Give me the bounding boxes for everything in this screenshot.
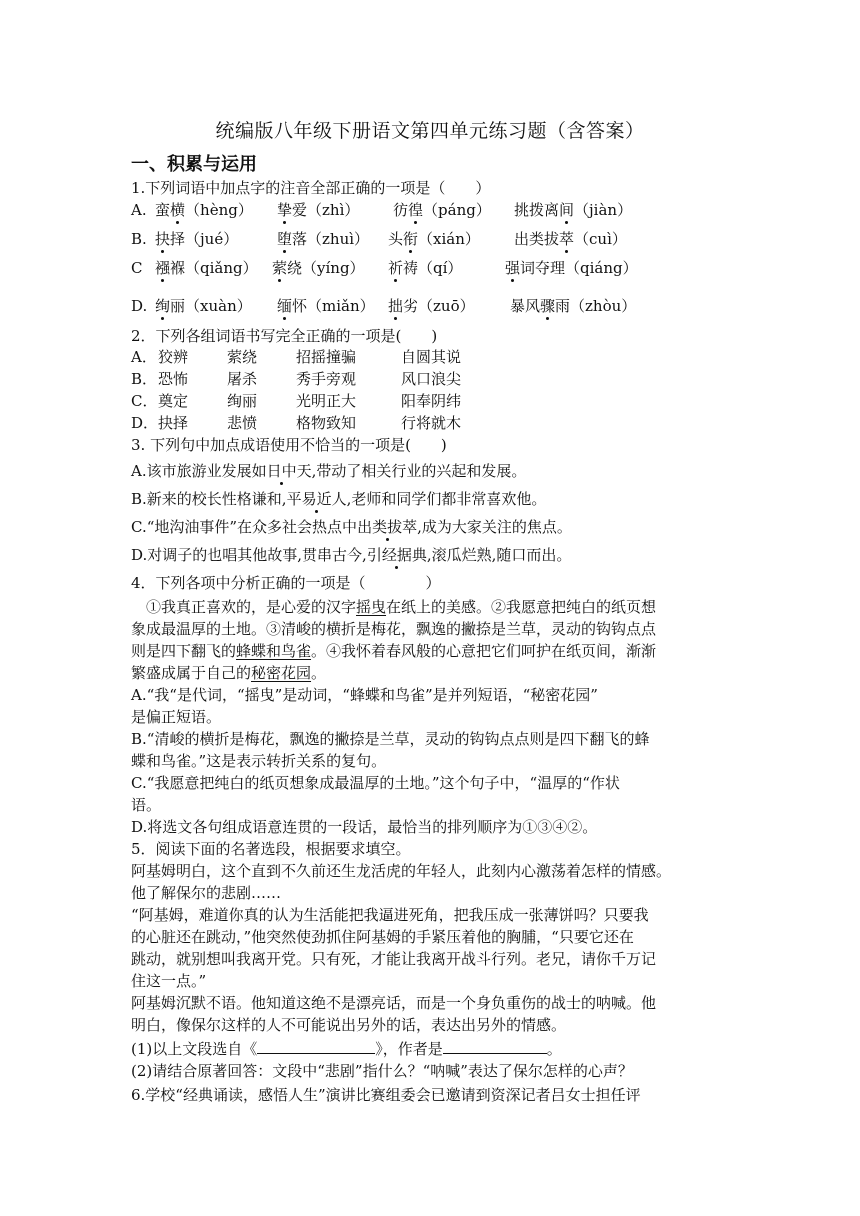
q2-option-b-word1: 恐怖: [158, 370, 189, 388]
q4-passage-line1: ①我真正喜欢的，是心爱的汉字摇曳在纸上的美感。②我愿意把纯白的纸页想: [131, 598, 657, 616]
q5-excerpt-line3: “阿基姆，难道你真的认为生活能把我逼进死角，把我压成一张薄饼吗？只要我: [131, 906, 649, 924]
q1-option-b-word4: 出类拔萃（cuì）: [514, 230, 627, 248]
q1-option-a-word2: 挚爱（zhì）: [277, 201, 360, 219]
q1-option-c-word3: 祈祷（qí）: [388, 259, 463, 277]
q1-stem: 1.下列词语中加点字的注音全部正确的一项是（ ）: [131, 179, 491, 197]
q5-subquestion-1: (1)以上文段选自《 》，作者是 。: [131, 1040, 562, 1058]
q1-option-c-word4: 强词夺理（qiáng）: [505, 259, 638, 277]
q2-option-d-word3: 格物致知: [296, 414, 357, 432]
q5-subquestion-2: (2)请结合原著回答：文段中“悲剧”指什么？“呐喊”表达了保尔怎样的心声？: [131, 1062, 633, 1080]
q4-option-c-line2: 语。: [131, 796, 162, 814]
q3-idiom-c: 出类拔萃: [357, 518, 418, 536]
q4-passage-line4: 繁盛成属于自己的秘密花园。: [131, 664, 327, 682]
book-title-blank[interactable]: [257, 1039, 375, 1054]
page-title: 统编版八年级下册语文第四单元练习题（含答案）: [215, 120, 645, 142]
q1-option-b-word2: 堕落（zhuì）: [277, 230, 370, 248]
q4-passage-line2: 象成最温厚的土地。③清峻的横折是梅花，飘逸的撇捺是兰草，灵动的钩钩点点: [131, 620, 657, 638]
q5-excerpt-line2: 他了解保尔的悲剧……: [131, 884, 282, 902]
q4-option-b-line2: 蝶和鸟雀。”这是表示转折关系的复句。: [131, 752, 387, 770]
q1-option-b-word3: 头衔（xián）: [388, 230, 480, 248]
q2-option-c-word4: 阳奉阴纬: [401, 392, 462, 410]
q1-option-d-word4: 暴风骤雨（zhòu）: [510, 297, 637, 315]
q1-option-a-word4: 挑拨离间（jiàn）: [514, 201, 633, 219]
q3-idiom-b: 平易近人: [286, 490, 347, 508]
q2-option-b-word3: 秀手旁观: [296, 370, 357, 388]
q2-option-b-label: B．: [131, 370, 158, 388]
q1-option-c-label: C: [131, 259, 143, 277]
q3-idiom-a: 如日中天: [251, 462, 312, 480]
q2-option-d-word2: 悲愤: [227, 414, 258, 432]
q5-excerpt-line8: 明白，像保尔这样的人不可能说出另外的话，表达出另外的情感。: [131, 1016, 567, 1034]
section-heading: 一、积累与运用: [131, 154, 257, 175]
q2-option-c-word2: 绚丽: [227, 392, 258, 410]
q3-option-b: B.新来的校长性格谦和,平易近人,老师和同学们都非常喜欢他。: [131, 490, 547, 508]
q1-option-d-word1: 绚丽（xuàn）: [155, 297, 252, 315]
q4-option-c-line1: C.“我愿意把纯白的纸页想象成最温厚的土地。”这个句子中，“温厚的“作状: [131, 774, 620, 792]
q1-option-a-word1: 蛮横（hèng）: [155, 201, 253, 219]
q2-option-a-word4: 自圆其说: [401, 348, 462, 366]
q1-option-a-word3: 彷徨（páng）: [393, 201, 491, 219]
q2-option-a-label: A．: [131, 348, 157, 366]
q2-option-d-word4: 行将就木: [401, 414, 462, 432]
q3-option-c: C.“地沟油事件”在众多社会热点中出类拔萃,成为大家关注的焦点。: [131, 518, 572, 536]
q1-option-d-label: D.: [131, 297, 148, 315]
q1-option-b-word1: 抉择（jué）: [155, 230, 239, 248]
q2-option-d-word1: 抉择: [158, 414, 189, 432]
q1-option-d-word2: 缅怀（miǎn）: [277, 297, 375, 315]
q2-option-b-word2: 屠杀: [227, 370, 258, 388]
author-blank[interactable]: [443, 1039, 547, 1054]
q5-excerpt-line4: 的心脏还在跳动，”他突然使劲抓住阿基姆的手紧压着他的胸脯，“只要它还在: [131, 928, 634, 946]
q1-option-b-label: B.: [131, 230, 147, 248]
q3-option-a: A.该市旅游业发展如日中天,带动了相关行业的兴起和发展。: [131, 462, 527, 480]
q2-option-a-word2: 萦绕: [227, 348, 258, 366]
q5-stem: 5．阅读下面的名著选段，根据要求填空。: [131, 840, 411, 858]
q2-option-a-word1: 狡辨: [158, 348, 189, 366]
q5-excerpt-line6: 住这一点。”: [131, 972, 207, 990]
q4-option-a-line1: A.“我“是代词，“摇曳”是动词，“蜂蝶和鸟雀”是并列短语，“秘密花园”: [131, 686, 598, 704]
q2-option-c-word1: 奠定: [158, 392, 189, 410]
q4-stem: 4．下列各项中分析正确的一项是（ ）: [131, 574, 441, 592]
q4-option-a-line2: 是偏正短语。: [131, 708, 222, 726]
q1-option-d-word3: 拙劣（zuō）: [388, 297, 475, 315]
q4-option-d: D.将选文各句组成语意连贯的一段话，最恰当的排列顺序为①③④②。: [131, 818, 598, 836]
q2-option-c-label: C．: [131, 392, 158, 410]
q3-idiom-d: 引经据典: [366, 546, 427, 564]
q1-option-c-word2: 萦绕（yíng）: [272, 259, 365, 277]
q3-stem: 3. 下列句中加点成语使用不恰当的一项是( ): [131, 436, 447, 454]
q2-stem: 2．下列各组词语书写完全正确的一项是( ): [131, 327, 438, 345]
q1-option-a-label: A.: [131, 201, 147, 219]
q4-option-b-line1: B.“清峻的横折是梅花，飘逸的撇捺是兰草，灵动的钩钩点点则是四下翻飞的蜂: [131, 730, 650, 748]
q4-passage-line3: 则是四下翻飞的蜂蝶和鸟雀。④我怀着春风般的心意把它们呵护在纸页间，渐渐: [131, 642, 657, 660]
q2-option-a-word3: 招摇撞骗: [296, 348, 357, 366]
q2-option-d-label: D．: [131, 414, 159, 432]
q2-option-b-word4: 风口浪尖: [401, 370, 462, 388]
q2-option-c-word3: 光明正大: [296, 392, 357, 410]
q3-option-d: D.对调子的也唱其他故事,贯串古今,引经据典,滚瓜烂熟,随口而出。: [131, 546, 572, 564]
q6-stem: 6.学校“经典诵读，感悟人生”演讲比赛组委会已邀请到资深记者吕女士担任评: [131, 1086, 641, 1104]
q5-excerpt-line5: 跳动，就别想叫我离开党。只有死，才能让我离开战斗行列。老兄，请你千万记: [131, 950, 657, 968]
q5-excerpt-line7: 阿基姆沉默不语。他知道这绝不是漂亮话，而是一个身负重伤的战士的呐喊。他: [131, 994, 657, 1012]
q5-excerpt-line1: 阿基姆明白，这个直到不久前还生龙活虎的年轻人，此刻内心激荡着怎样的情感。: [131, 862, 672, 880]
q1-option-c-word1: 襁褓（qiǎng）: [155, 259, 258, 277]
